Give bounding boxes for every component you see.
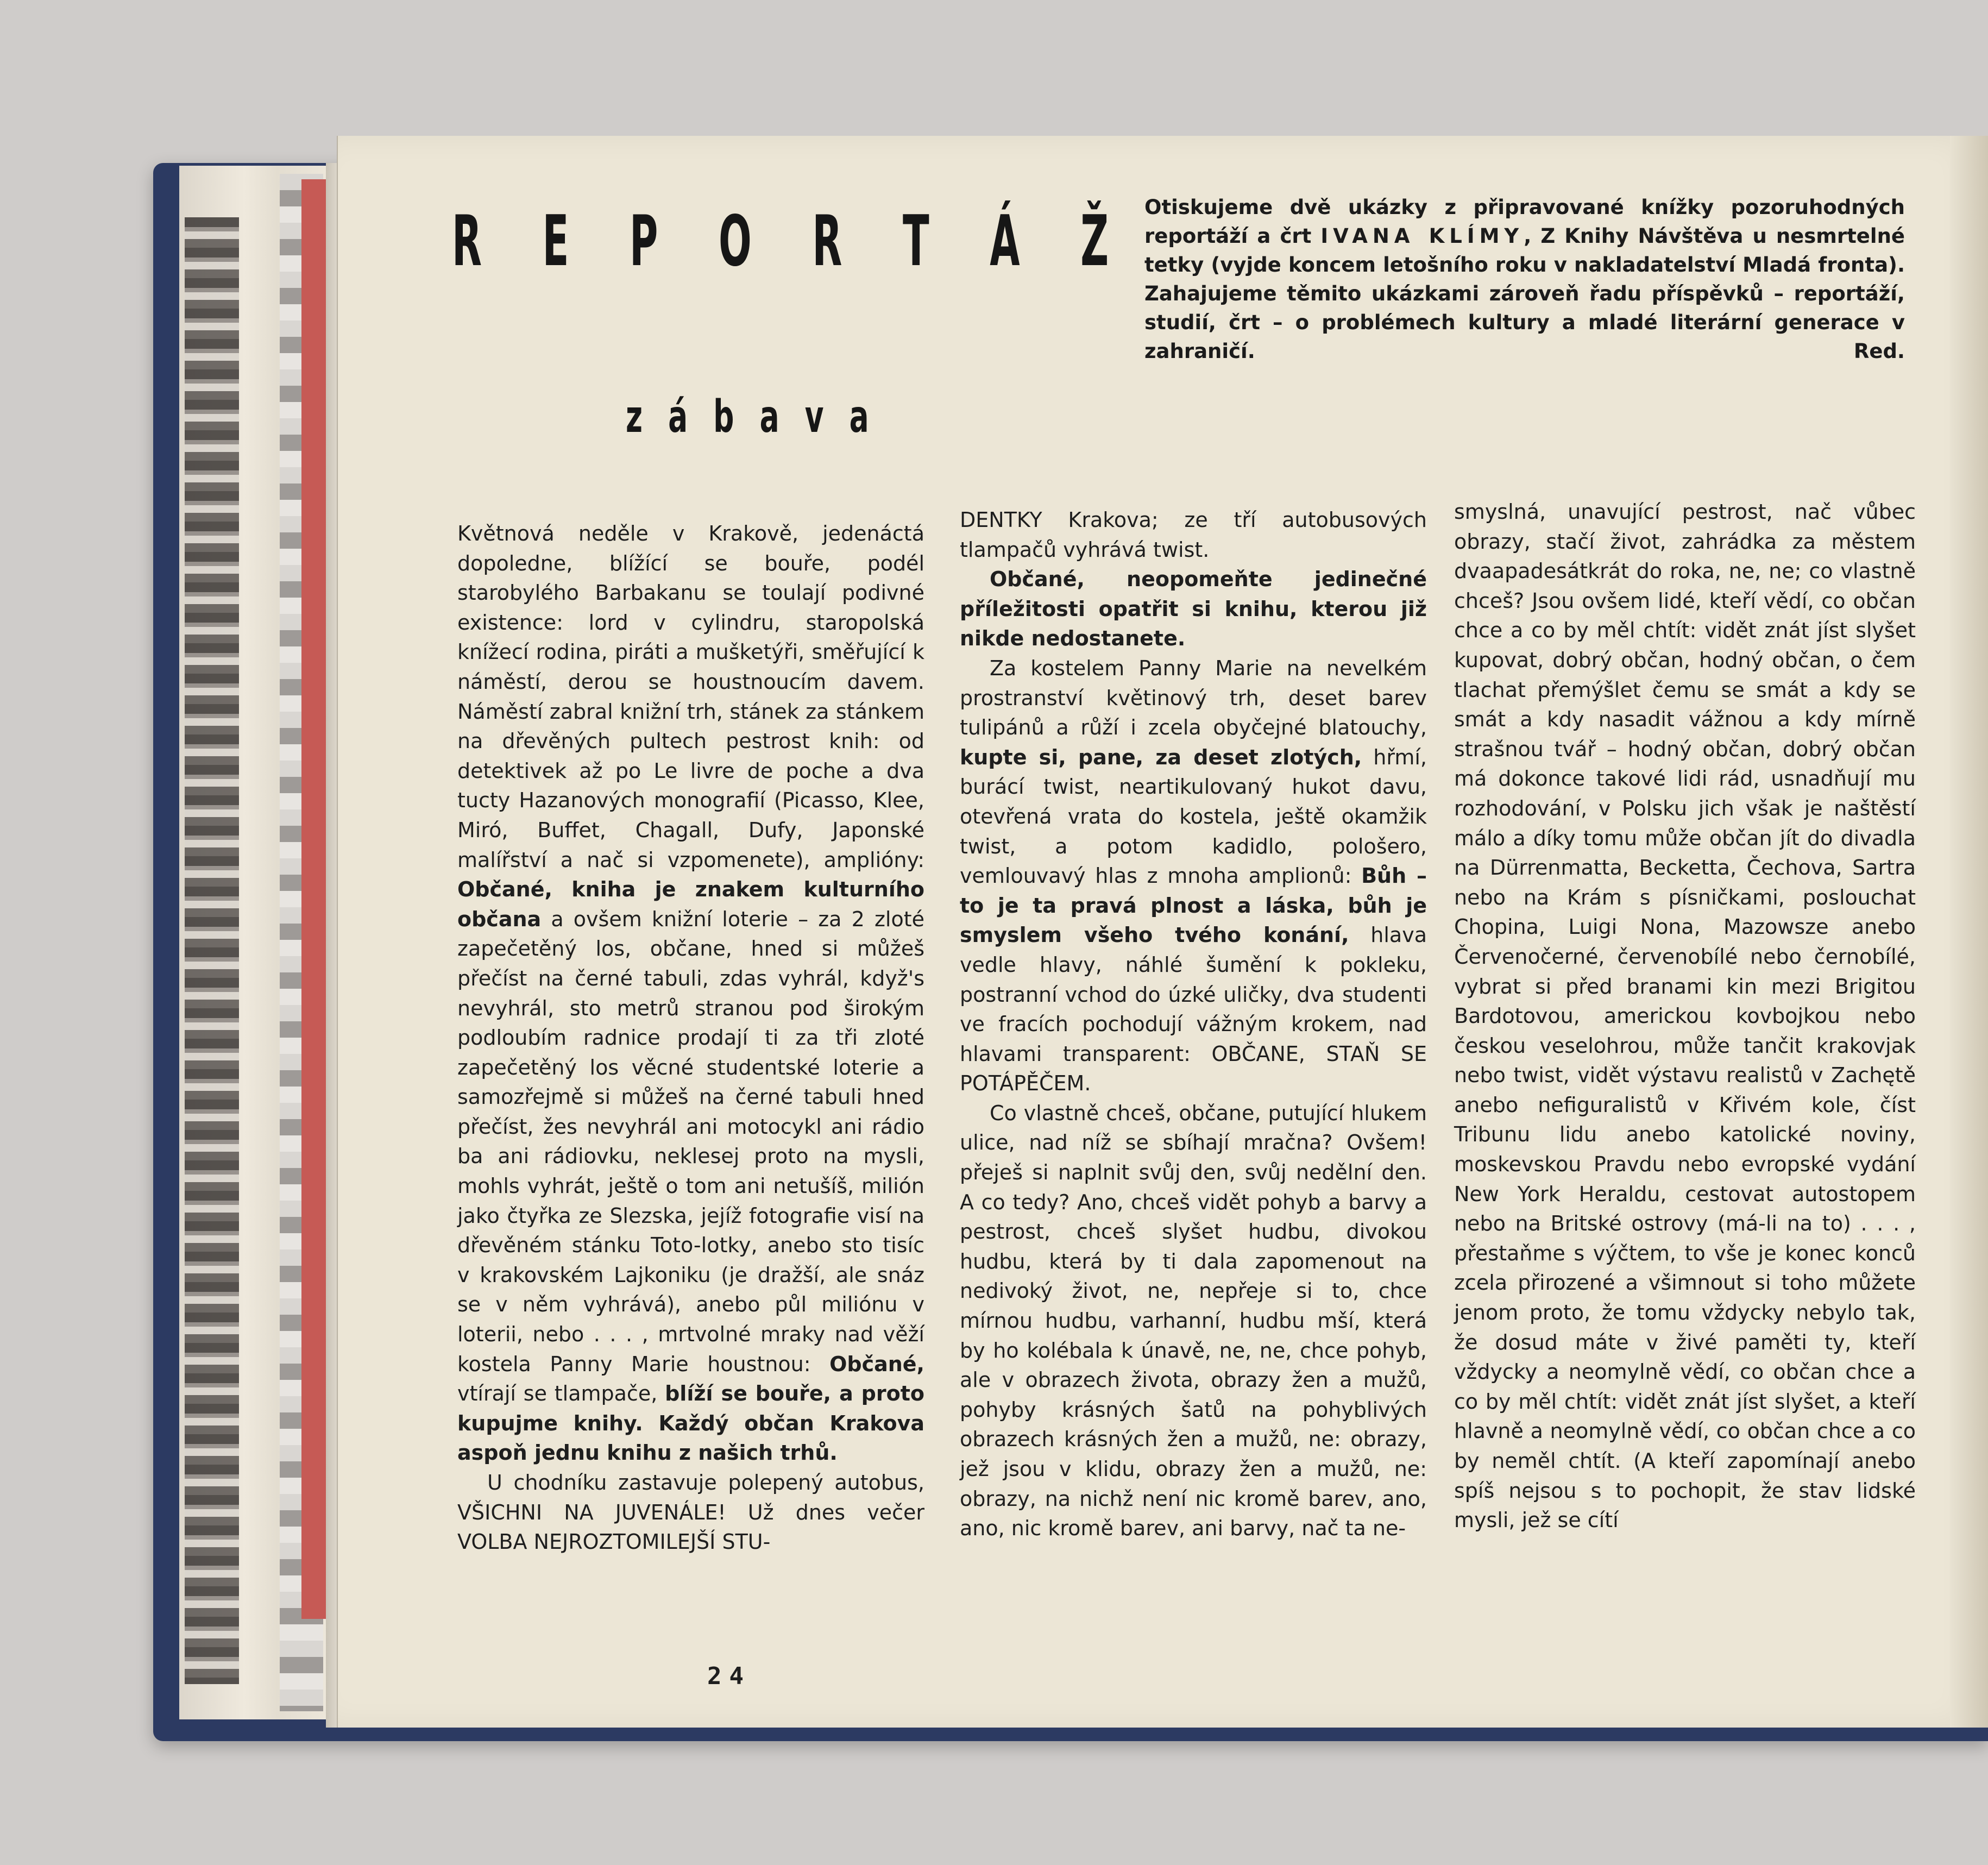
bold-run: Občané, [829,1352,924,1376]
paragraph [457,519,924,1468]
bold-run: Občané, kniha je znakem kulturního občana [457,877,924,931]
intro-signature: Red. [1853,340,1905,363]
text-run: Květnová neděle v Krakově, jedenáctá dopoledne, blížící se bouře, podél starobylého Barbakanu se toulají podivné existence: lord v cylindru, staropolská knížecí rodina, piráti a mušketýři, směřující k náměstí, derou se houstnoucím davem. Náměstí zabral knižní trh, stánek za stánkem na dřevěných pultech pestrost knih: od detektivek až po Le livre de poche a dva tucty Hazanových monografií (Picasso, Klee, Miró, Buffet, Chagall, Dufy, Japonské malířství a nač si vzpomenete), amplióny: [457,522,924,872]
text-run: a ovšem knižní loterie – za 2 zloté zapečetěný los, občane, hned si můžeš přečíst na černé tabuli, zdas vyhrál, když's nevyhrál, sto metrů stranou pod širokým podloubím radnice prodají ti za tři zloté zapečetěný los věcné studentské loterie a samozřejmě si můžeš na černé tabuli hned přečíst, žes nevyhrál ani motocykl ani rádio ba ani rádiovku, neklesej proto na mysli, mohls vyhrát, ještě o tom ani netušíš, milión jako čtyřka ze Slezska, jejíž fotografie visí na dřevěném stánku Toto-lotky, anebo sto tisíc v krakovském Lajkoniku (je dražší, ale snáz se v něm vyhrává), anebo půl miliónu v loterii, nebo . . . , mrtvolné mraky nad věží kostela Panny Marie houstnou: [457,907,924,1376]
editorial-intro [1144,193,1905,366]
paragraph [960,564,1427,654]
paragraph: smyslná, unavující pestrost, nač vůbec obrazy, stačí život, zahrádka za městem dvaapadesátkrát do roka, ne, ne; co vlastně chceš? Jsou ovšem lidé, kteří vědí, co občan chce a co by měl chtít: vidět znát jíst slyšet kupovat, dobrý občan, hodný občan, o čem tlachat přemýšlet čemu se smát a kdy se smát a kdy nasadit vážnou a kdy mírně strašnou tvář – hodný občan, dobrý občan má dokonce takové lidi rád, usnadňují mu rozhodování, v Polsku jich však je naštěstí málo a díky tomu může občan jít do divadla na Dürrenmatta, Becketta, Čechova, Sartra nebo na Krám s písničkami, poslouchat Chopina, Luigi Nona, Mazowsze anebo Červenočerné, červenobílé nebo černobílé, vybrat si před branami kin mezi Brigitou Bardotovou, americkou kovbojkou nebo českou veselohrou, může tančit krakovjak nebo twist, vidět výstavu realistů v Zachętě anebo nefiguralistů v Křivém kole, číst Tribunu lidu anebo katolické noviny, moskevskou Pravdu nebo evropské vydání New York Heraldu, cestovat autostopem nebo na Britské ostrovy (má-li na to) . . . , přestaňme s výčtem, to vše je konec konců zcela přirozené a všimnout si toho můžete jenom proto, že tomu vždycky nebylo tak, že dosud máte v živé paměti ty, kteří vždycky a neomylně vědí, co občan chce a co by měl chtít: vidět znát jíst slyšet, a kteří hlavně a neomylně vědí, co občan chce a co by neměl chtít. (A kteří zapomínají anebo spíš nejsou s to pochopit, že stav lidské mysli, jež se cítí [1454,500,1916,1533]
right-page-edge [1950,136,1988,1728]
text-run: vtírají se tlampače, [457,1382,665,1406]
text-column-1 [457,519,924,1557]
text-run: hřmí, burácí twist, neartikulovaný hukot davu, otevřená vrata do kostela, ještě okamžik twist, a potom kadidlo, pološero, vemlouvavý hlas z mnoha amplionů: [960,745,1427,888]
text-column-2 [960,505,1427,1543]
photo-page-edge [185,217,239,1684]
bold-run: Občané, neopomeňte jedinečné příležitosti opatřit si knihu, kterou již nikde nedostanete. [960,567,1427,651]
text-run: hlava vedle hlavy, náhlé šumění k pokleku, postranní vchod do úzké uličky, dva studenti ve fracích pochodují vážným krokem, nad hlavami transparent: OBČANE, STAŇ SE POTÁPĚČEM. [960,923,1427,1096]
bold-run: kupte si, pane, za deset zlotých, [960,745,1362,769]
intro-text-b: , Z Knihy Návštěva u nesmrtelné tetky (vyjde koncem letošního roku v nakladatelství Mladá fronta). Zahajujeme těmito ukázkami zároveň řadu příspěvků – reportáží, studií, črt – o problémech kultury a mladé literární generace v zahraničí. [1144,224,1905,363]
text-column-3 [1454,497,1916,1535]
text-run: Za kostelem Panny Marie na nevelkém prostranství květinový trh, deset barev tulipánů a růží i zcela obyčejné blatouchy, [960,656,1427,740]
intro-author: IVANA KLÍMY [1320,224,1524,248]
paragraph: Co vlastně chceš, občane, putující hlukem ulice, nad níž se sbíhají mračna? Ovšem! přeješ si naplnit svůj den, svůj nedělní den. A co tedy? Ano, chceš vidět pohyb a barvy a pestrost, chceš slyšet hudbu, divokou hudbu, která by ti dala zapomenout na nedivoký život, ne, nepřeje si to, chce mírnou hudbu, varhanní, hudbu mší, která by ho kolébala k únavě, ne, ne, chce pohyb, ale v obrazech života, obrazy žen a mužů, pohyby krásných šatů na pohyblivých obrazech krásných žen a mužů, ne: obrazy, jež jsou v klidu, obrazy žen a mužů, ne: obrazy, na nichž není nic kromě barev, ano, ano, nic kromě barev, ani barvy, nač ta ne- [960,1101,1427,1541]
intro-text-a: Otiskujeme dvě ukázky z připravované knížky pozoruhodných reportáží a črt [1144,196,1905,248]
bold-run: Bůh – to je ta pravá plnost a láska, bůh je smyslem všeho tvého konání, [960,864,1427,947]
page-number: 24 [707,1662,751,1690]
bold-run: blíží se bouře, a proto kupujme knihy. Každý občan Krakova aspoň jednu knihu z našich trhů. [457,1382,924,1465]
section-subtitle: z á b a v a [626,391,877,443]
page-title: R E P O R T Á Ž [452,201,1133,282]
paragraph [960,654,1427,1098]
magazine-page [337,136,1988,1728]
paragraph: DENTKY Krakova; ze tří autobusových tlampačů vyhrává twist. [960,508,1427,562]
paragraph: U chodníku zastavuje polepený autobus, VŠICHNI NA JUVENÁLE! Už dnes večer VOLBA NEJROZTOMILEJŠÍ STU- [457,1471,924,1554]
